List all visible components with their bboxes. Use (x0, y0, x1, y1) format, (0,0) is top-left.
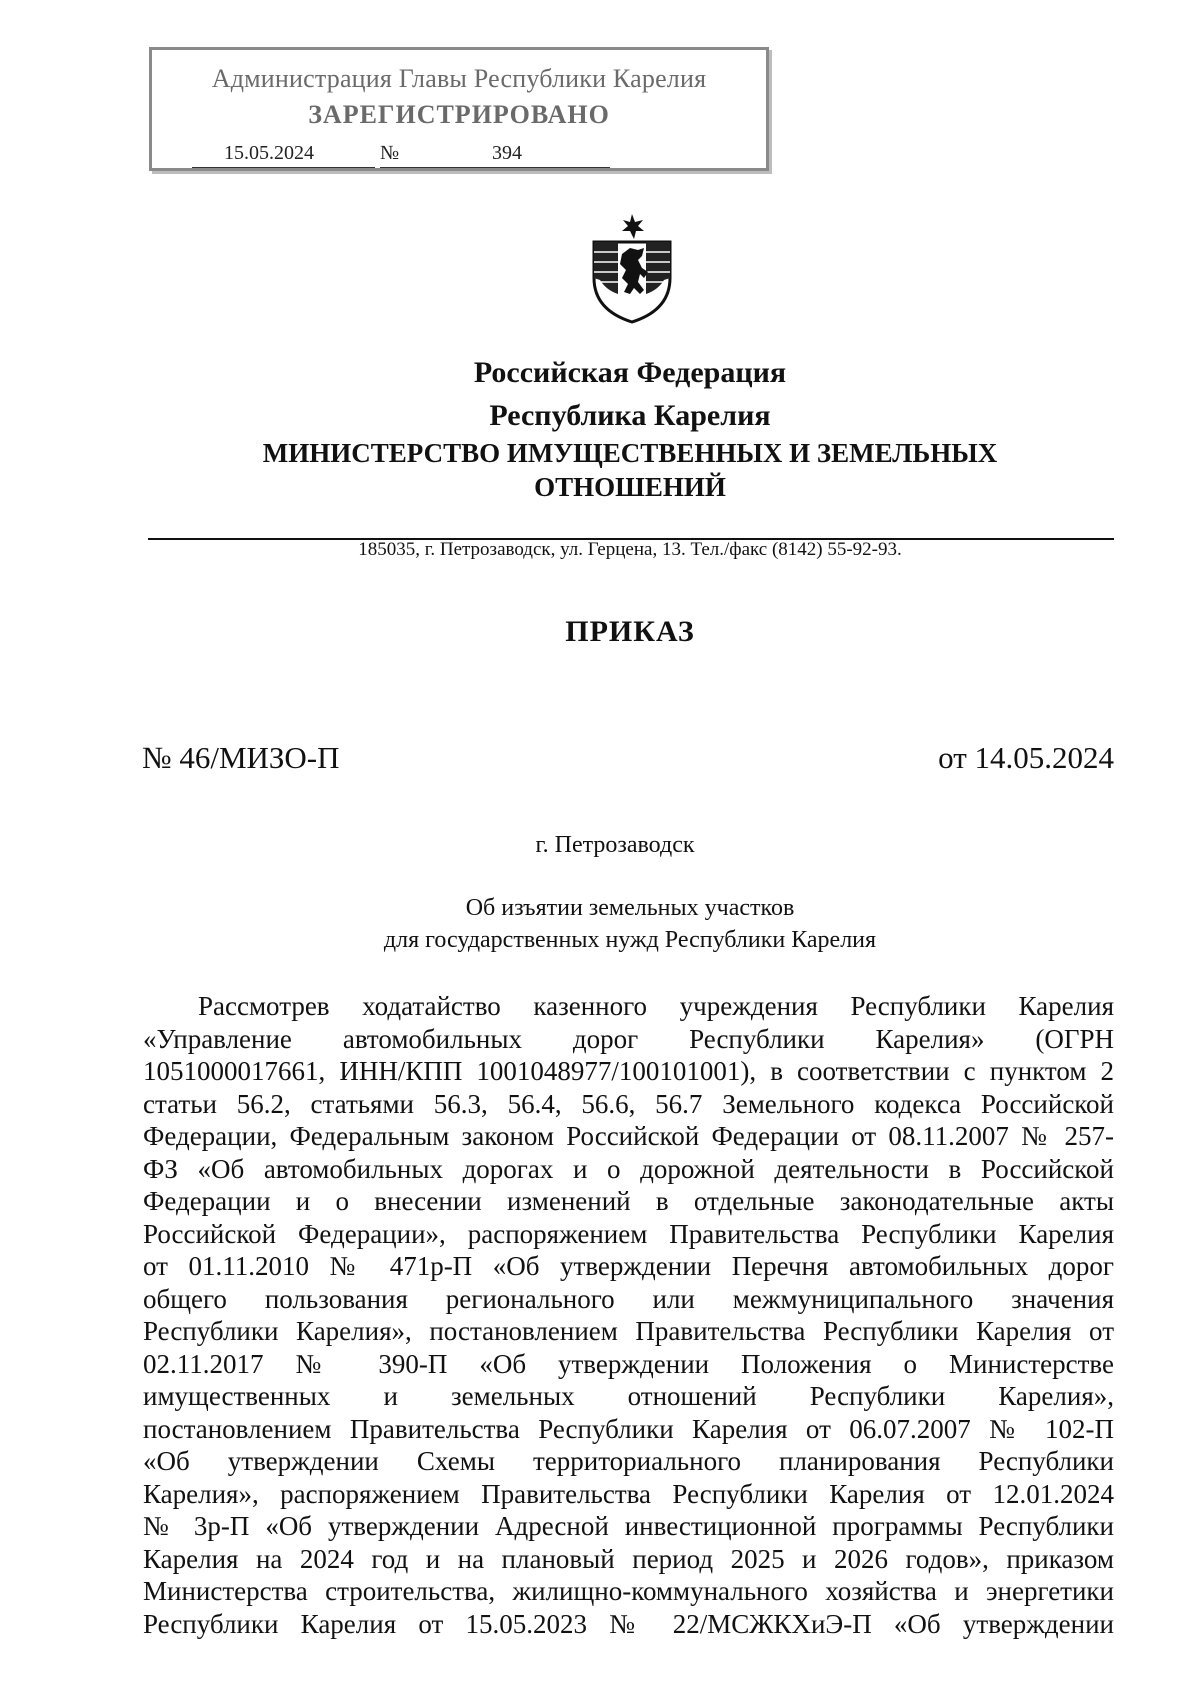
body-line: общего пользования регионального или межмуниципального значения (143, 1283, 1114, 1314)
body-line: Министерства строительства, жилищно-коммунального хозяйства и энергетики (143, 1576, 1114, 1606)
country-title: Российская Федерация (473, 356, 787, 389)
body-line: имущественных и земельных отношений Республики Карелия», (143, 1381, 1114, 1411)
body-line: постановлением Правительства Республики Карелия от 06.07.2007 № 102-П (143, 1413, 1114, 1444)
body-line: Российской Федерации», распоряжением Правительства Республики Карелия (143, 1218, 1114, 1249)
body-line: Федерации, Федеральным законом Российской Федерации от 08.11.2007 № 257- (143, 1121, 1114, 1151)
stamp-number-label: № (380, 142, 410, 168)
body-line: «Об утверждении Схемы территориального планирования Республики (143, 1446, 1114, 1476)
order-city: г. Петрозаводск (535, 832, 695, 858)
ministry-address: 185035, г. Петрозаводск, ул. Герцена, 13. Тел./факс (8142) 55-92-93. (358, 539, 902, 560)
body-line: ФЗ «Об автомобильных дорогах и о дорожной деятельности в Российской (143, 1153, 1114, 1184)
republic-title: Республика Карелия (489, 399, 771, 432)
order-date: от 14.05.2024 (938, 740, 1114, 775)
body-line: Карелия на 2024 год и на плановый период 2025 и 2026 годов», приказом (143, 1543, 1114, 1574)
body-line: статьи 56.2, статьями 56.3, 56.4, 56.6, 56.7 Земельного кодекса Российской (143, 1088, 1114, 1119)
body-line: «Управление автомобильных дорог Республики Карелия» (ОГРН (143, 1023, 1114, 1054)
stamp-status: ЗАРЕГИСТРИРОВАНО (308, 100, 610, 129)
order-subject-line1: Об изъятии земельных участков (465, 895, 795, 921)
body-line: Федерации и о внесении изменений в отдельные законодательные акты (143, 1186, 1114, 1216)
document-type-title: ПРИКАЗ (565, 615, 695, 648)
order-subject (0, 892, 1200, 956)
body-line: 1051000017661, ИНН/КПП 1001048977/100101001), в соответствии с пунктом 2 (143, 1056, 1114, 1086)
body-line: Карелия», распоряжением Правительства Республики Карелия от 12.01.2024 (143, 1478, 1114, 1509)
order-number: № 46/МИЗО-П (142, 740, 340, 775)
registration-stamp (149, 47, 769, 171)
body-line: Рассмотрев ходатайство казенного учреждения Республики Карелия (198, 991, 1114, 1021)
stamp-organization: Администрация Главы Республики Карелия (211, 64, 707, 93)
stamp-date: 15.05.2024 (192, 142, 375, 168)
body-line: 02.11.2017 № 390-П «Об утверждении Положения о Министерстве (143, 1348, 1114, 1379)
body-line: Республики Карелия от 15.05.2023 № 22/МСЖКХиЭ-П «Об утверждении (143, 1608, 1114, 1639)
ministry-title-line2: ОТНОШЕНИЙ (534, 472, 726, 502)
karelia-coat-of-arms-icon (588, 212, 676, 324)
ministry-title-line1: МИНИСТЕРСТВО ИМУЩЕСТВЕННЫХ И ЗЕМЕЛЬНЫХ (262, 438, 998, 468)
body-line: Республики Карелия», постановлением Правительства Республики Карелия от (143, 1316, 1114, 1346)
body-line: № 3р-П «Об утверждении Адресной инвестиционной программы Республики (143, 1511, 1114, 1541)
body-line: от 01.11.2010 № 471р-П «Об утверждении Перечня автомобильных дорог (143, 1251, 1114, 1281)
order-body (143, 990, 1114, 1640)
stamp-number: 394 (410, 142, 610, 168)
order-subject-line2: для государственных нужд Республики Карелия (383, 927, 877, 953)
